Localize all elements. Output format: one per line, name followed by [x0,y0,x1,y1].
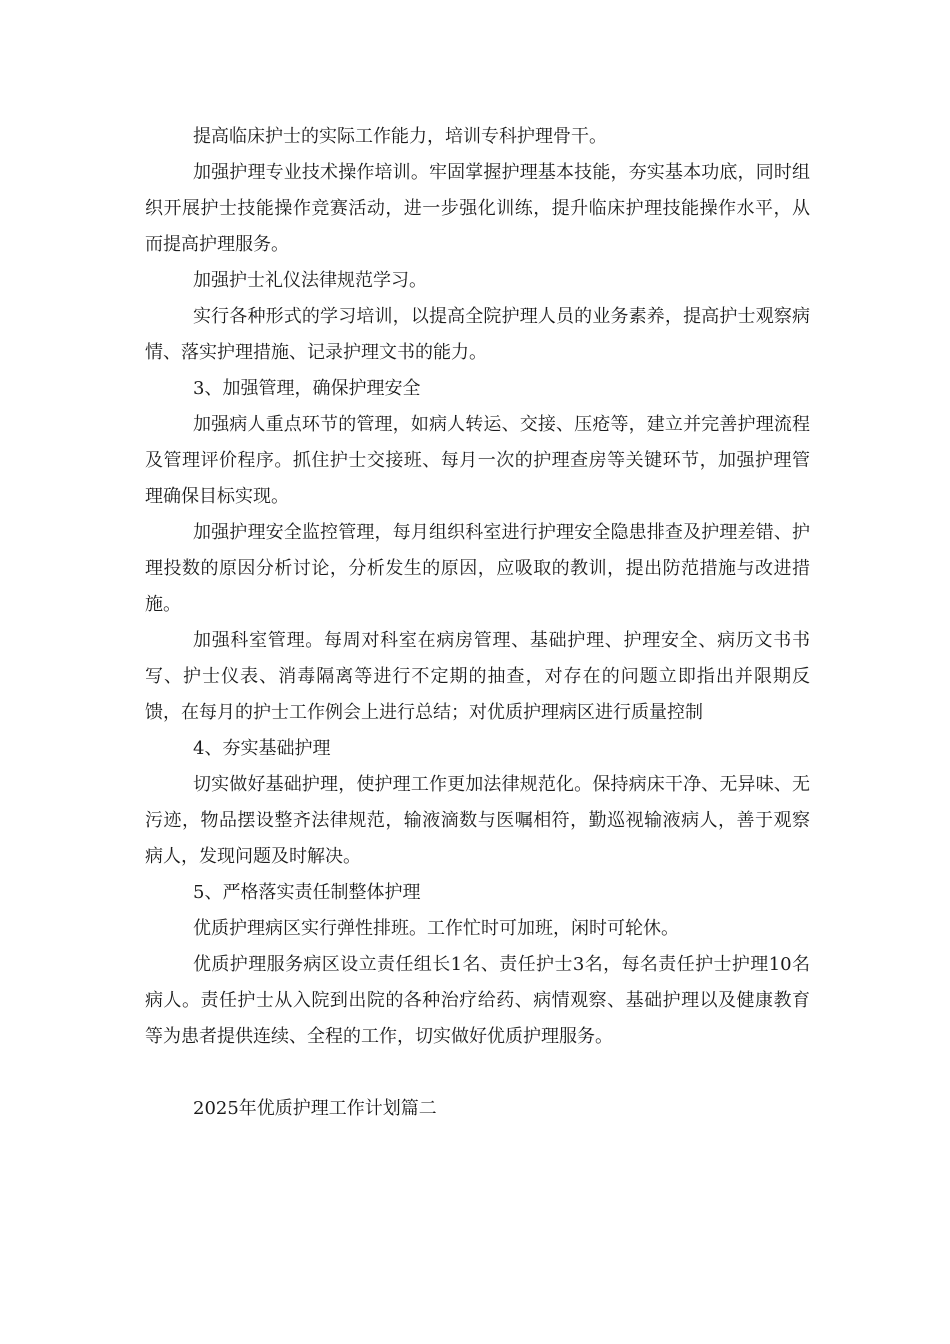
paragraph-9: 优质护理病区实行弹性排班。工作忙时可加班，闲时可轮休。 [193,918,679,939]
document-body [145,119,810,1127]
paragraph-10: 优质护理服务病区设立责任组长1名、责任护士3名，每名责任护士护理10名病人。责任护士从入院到出院的各种治疗给药、病情观察、基础护理以及健康教育等为患者提供连续、全程的工作，切实做好优质护理服务。 [145,954,810,1047]
paragraph-2: 加强护理专业技术操作培训。牢固掌握护理基本技能，夯实基本功底，同时组织开展护士技能操作竞赛活动，进一步强化训练，提升临床护理技能操作水平，从而提高护理服务。 [145,162,810,255]
heading-3: 3、加强管理，确保护理安全 [193,378,421,399]
paragraph-4: 实行各种形式的学习培训，以提高全院护理人员的业务素养，提高护士观察病情、落实护理措施、记录护理文书的能力。 [145,306,810,363]
paragraph-3: 加强护士礼仪法律规范学习。 [193,270,427,291]
section-title: 2025年优质护理工作计划篇二 [193,1098,437,1119]
paragraph-7: 加强科室管理。每周对科室在病房管理、基础护理、护理安全、病历文书书写、护士仪表、消毒隔离等进行不定期的抽查，对存在的问题立即指出并限期反馈，在每月的护士工作例会上进行总结；对优质护理病区进行质量控制 [145,630,810,723]
paragraph-1: 提高临床护士的实际工作能力，培训专科护理骨干。 [193,126,607,147]
paragraph-5: 加强病人重点环节的管理，如病人转运、交接、压疮等，建立并完善护理流程及管理评价程序。抓住护士交接班、每月一次的护理查房等关键环节，加强护理管理确保目标实现。 [145,414,810,507]
paragraph-8: 切实做好基础护理，使护理工作更加法律规范化。保持病床干净、无异味、无污迹，物品摆设整齐法律规范，输液滴数与医嘱相符，勤巡视输液病人，善于观察病人，发现问题及时解决。 [145,774,810,867]
paragraph-6: 加强护理安全监控管理，每月组织科室进行护理安全隐患排查及护理差错、护理投数的原因分析讨论，分析发生的原因，应吸取的教训，提出防范措施与改进措施。 [145,522,810,615]
heading-4: 4、夯实基础护理 [193,738,331,759]
heading-5: 5、严格落实责任制整体护理 [193,882,421,903]
